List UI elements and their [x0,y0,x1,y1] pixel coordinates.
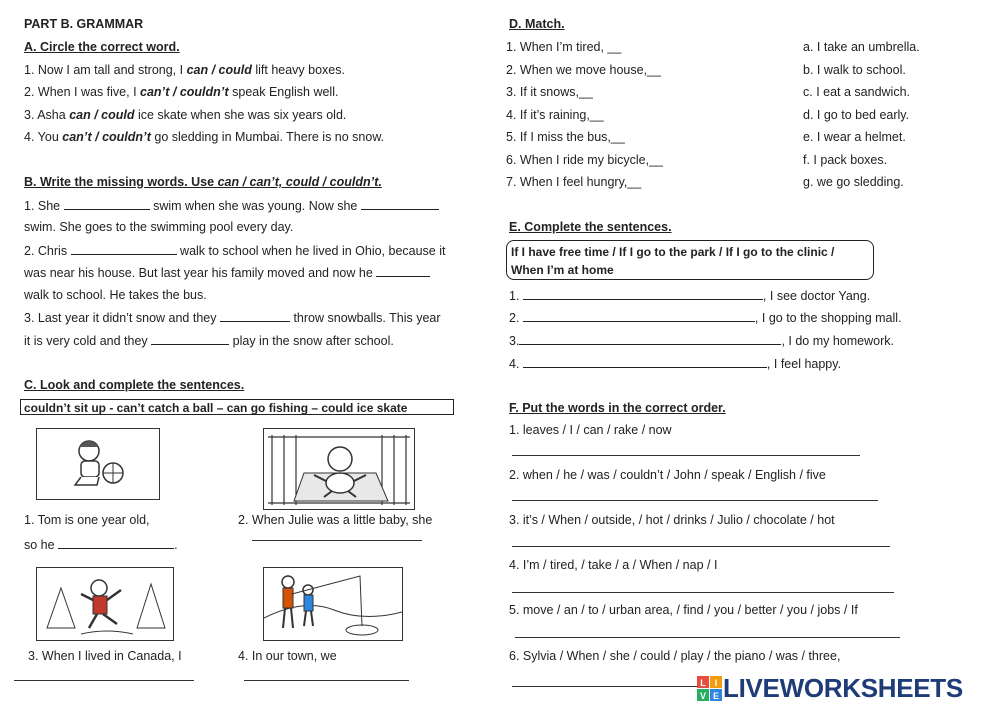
answer-line[interactable] [512,455,860,456]
match-right-c: c. I eat a sandwich. [803,85,911,99]
section-e-option-box [506,240,874,280]
title-emphasis: can / can’t, could / couldn’t. [217,175,382,189]
match-right-a: a. I take an umbrella. [803,40,920,54]
match-right-e: e. I wear a helmet. [803,130,906,144]
section-b-line-4 [24,265,430,281]
svg-text:E: E [712,690,720,701]
section-a-item-3 [24,108,346,123]
ice-skate-illustration [37,568,173,640]
crib-illustration [264,429,414,509]
answer-blank[interactable] [523,310,755,322]
item-text: , I feel happy. [766,357,842,371]
choice-circle-target[interactable]: can / could [69,108,135,122]
item-text: speak English well. [228,85,339,99]
choice-circle-target[interactable]: can’t / couldn’t [140,85,229,99]
item-text: 4. You [24,130,63,144]
section-e-item-4 [509,356,841,372]
item-text: , I go to the shopping mall. [754,311,902,325]
match-left-7[interactable]: 7. When I feel hungry,__ [506,175,642,189]
answer-blank[interactable] [151,333,229,345]
item-text: 1. Now I am tall and strong, I [24,63,187,77]
picture-baby-ball [36,428,160,500]
item-number: 2. [509,311,520,325]
section-b-title [24,175,382,190]
picture-ice-skate [36,567,174,641]
answer-blank[interactable] [220,310,290,322]
section-b-line-6 [24,310,441,326]
item-text: , I see doctor Yang. [762,289,871,303]
item-number: 1. [509,289,520,303]
item-text: go sledding in Mumbai. There is no snow. [150,130,385,144]
section-a-title: A. Circle the correct word. [24,40,180,54]
section-f-item-2: 2. when / he / was / couldn’t / John / speak / English / five [509,468,826,482]
section-b-line-7 [24,333,394,349]
section-a-item-2 [24,85,338,100]
line-text: walk to school when he lived in Ohio, because it [180,244,446,258]
answer-blank[interactable] [376,265,430,277]
section-e-item-3 [509,333,894,349]
section-f-item-4: 4. I’m / tired, / take / a / When / nap / I [509,558,718,572]
svg-text:L: L [700,677,706,688]
item-text: lift heavy boxes. [251,63,345,77]
section-b-line-2: swim. She goes to the swimming pool every day. [24,220,294,234]
section-f-item-3: 3. it’s / When / outside, / hot / drinks / Julio / chocolate / hot [509,513,835,527]
line-text: so he [24,538,55,552]
match-left-4[interactable]: 4. If it’s raining,__ [506,108,604,122]
answer-line[interactable] [512,686,702,687]
section-c-q1: 1. Tom is one year old, [24,513,150,527]
line-text: it is very cold and they [24,334,148,348]
answer-blank[interactable] [523,288,763,300]
section-b-line-5: walk to school. He takes the bus. [24,288,207,302]
section-c-q4: 4. In our town, we [238,649,337,663]
word-box: couldn’t sit up - can’t catch a ball – can go fishing – could ice skate [20,399,454,415]
match-left-1[interactable]: 1. When I’m tired, __ [506,40,622,54]
choice-circle-target[interactable]: can / could [186,63,252,77]
section-c-q2: 2. When Julie was a little baby, she [238,513,433,527]
section-e-item-1 [509,288,870,304]
answer-line[interactable] [512,592,894,593]
answer-line[interactable] [244,680,409,681]
section-c-title: C. Look and complete the sentences. [24,378,245,392]
answer-blank[interactable] [361,198,439,210]
line-text: 1. She [24,199,61,213]
watermark-text: LIVEWORKSHEETS [723,673,963,703]
answer-blank[interactable] [64,198,150,210]
section-e-item-2 [509,310,902,326]
picture-fishing [263,567,403,641]
picture-baby-crib [263,428,415,510]
match-right-g: g. we go sledding. [803,175,904,189]
page-heading: PART B. GRAMMAR [24,17,144,31]
answer-blank[interactable] [523,356,767,368]
section-c-q1-cont: so he . [24,538,178,552]
section-d-title: D. Match. [509,17,565,31]
fishing-illustration [264,568,402,640]
answer-line[interactable] [14,680,194,681]
section-f-item-6: 6. Sylvia / When / she / could / play / the piano / was / three, [509,649,841,663]
item-text: , I do my homework. [781,334,894,348]
option-line-1: If I have free time / If I go to the park / If I go to the clinic / [511,245,835,259]
option-line-2: When I’m at home [511,263,614,277]
item-number: 4. [509,357,520,371]
line-text: 2. Chris [24,244,68,258]
answer-line[interactable] [252,540,422,541]
match-right-d: d. I go to bed early. [803,108,910,122]
section-a-item-4 [24,130,384,145]
item-text: 2. When I was five, I [24,85,141,99]
item-number: 3. [509,334,520,348]
line-text: was near his house. But last year his family moved and now he [24,266,373,280]
section-e-title: E. Complete the sentences. [509,220,672,234]
svg-text:V: V [699,690,707,701]
line-text: 3. Last year it didn’t snow and they [24,311,217,325]
choice-circle-target[interactable]: can’t / couldn’t [62,130,151,144]
line-text: throw snowballs. This year [293,311,441,325]
section-b-line-1 [24,198,439,214]
section-c-q3: 3. When I lived in Canada, I [28,649,182,663]
item-text: ice skate when she was six years old. [134,108,347,122]
line-text: swim when she was young. Now she [153,199,358,213]
svg-text:I: I [714,677,718,688]
answer-line[interactable] [512,546,890,547]
section-f-item-5: 5. move / an / to / urban area, / find / you / better / you / jobs / If [509,603,858,617]
match-right-f: f. I pack boxes. [803,153,888,167]
liveworksheets-watermark [697,673,963,704]
match-left-6[interactable]: 6. When I ride my bicycle,__ [506,153,664,167]
baby-ball-illustration [37,429,159,499]
answer-blank[interactable] [71,243,177,255]
title-text: B. Write the missing words. Use [24,175,218,189]
answer-blank[interactable] [519,333,781,345]
match-left-2[interactable]: 2. When we move house,__ [506,63,661,77]
answer-line[interactable] [512,500,878,501]
answer-line[interactable] [515,637,900,638]
line-text: play in the snow after school. [232,334,394,348]
section-f-title: F. Put the words in the correct order. [509,401,726,415]
match-left-3[interactable]: 3. If it snows,__ [506,85,593,99]
item-text: 3. Asha [24,108,70,122]
match-left-5[interactable]: 5. If I miss the bus,__ [506,130,625,144]
section-b-line-3 [24,243,445,259]
section-f-item-1: 1. leaves / I / can / rake / now [509,423,672,437]
liveworksheets-logo-icon [697,676,723,702]
answer-blank[interactable] [58,537,174,549]
match-right-b: b. I walk to school. [803,63,906,77]
section-a-item-1 [24,63,345,78]
